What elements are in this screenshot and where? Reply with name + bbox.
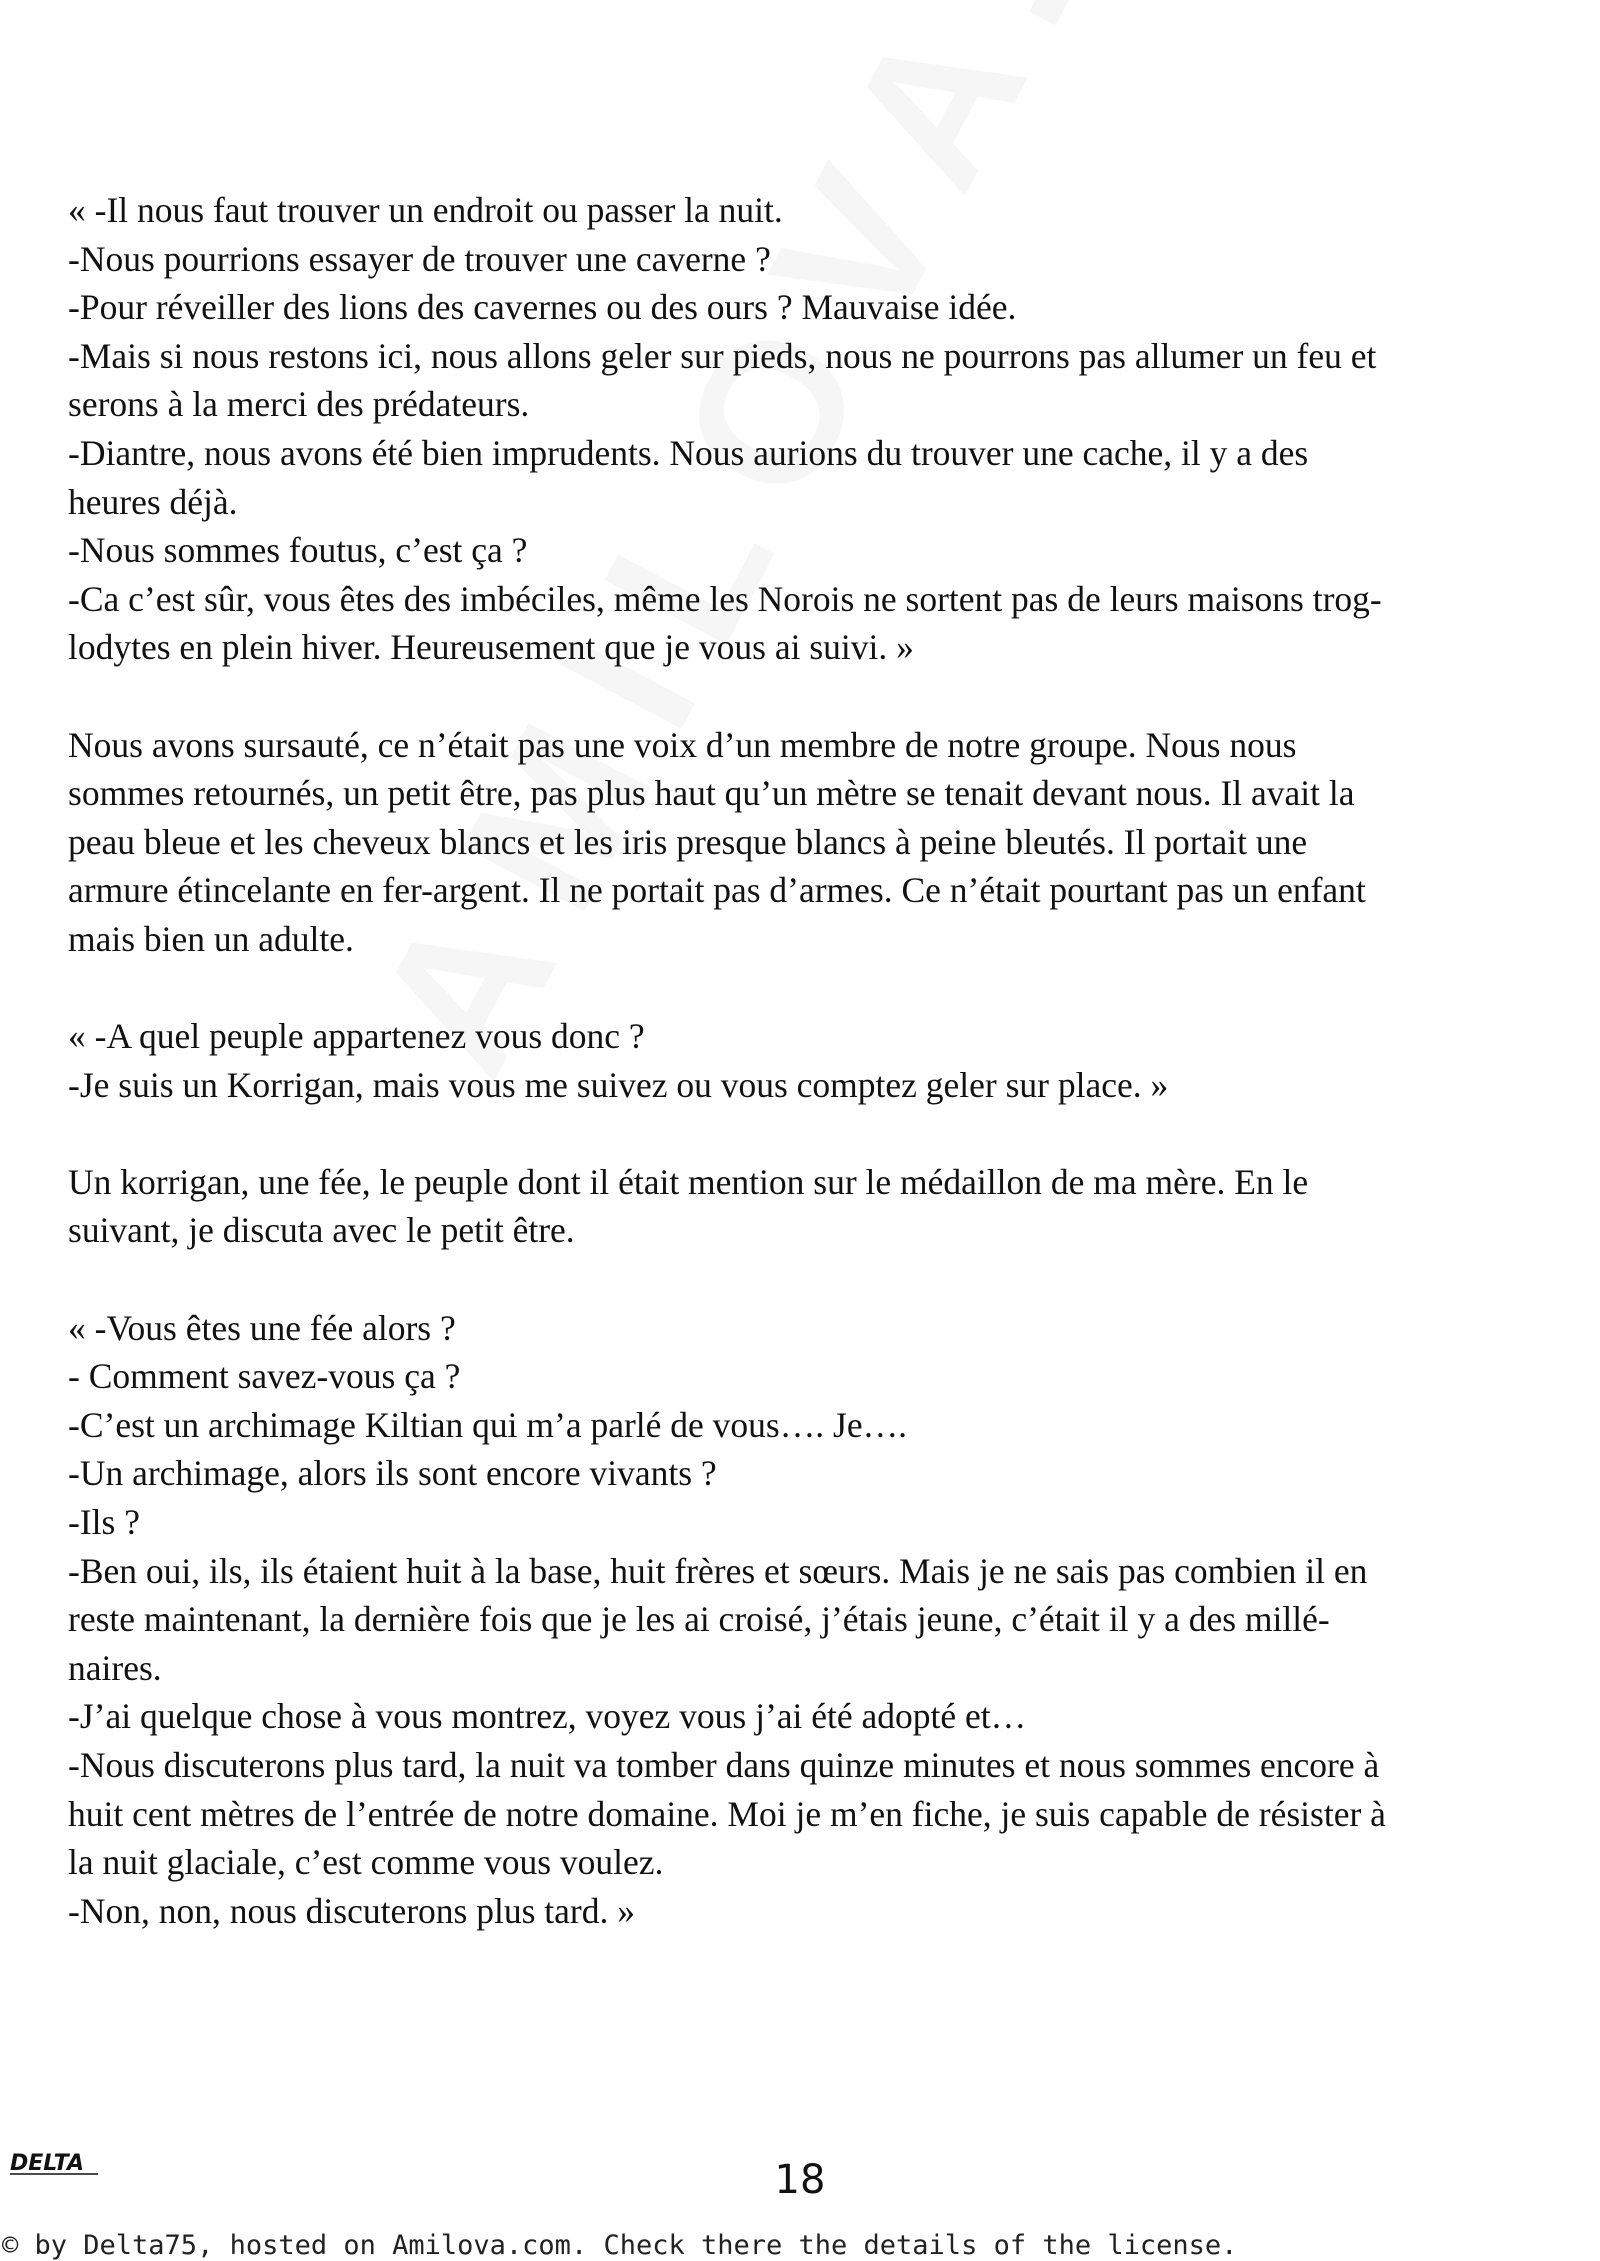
text-line: lodytes en plein hiver. Heureusement que je vous ai suivi. » (68, 627, 914, 668)
text-line: -Mais si nous restons ici, nous allons geler sur pieds, nous ne pourrons pas allumer un feu et (68, 335, 1377, 376)
text-line: -Ca c’est sûr, vous êtes des imbéciles, même les Norois ne sortent pas de leurs maisons trog- (68, 578, 1382, 619)
text-line: -Pour réveiller des lions des cavernes ou des ours ? Mauvaise idée. (68, 287, 1017, 328)
text-line: -Non, non, nous discuterons plus tard. » (68, 1890, 635, 1931)
text-line: -Je suis un Korrigan, mais vous me suivez ou vous comptez geler sur place. » (68, 1064, 1169, 1105)
text-line: Nous avons sursauté, ce n’était pas une voix d’un membre de notre groupe. Nous nous (68, 724, 1297, 765)
text-line: peau bleue et les cheveux blancs et les iris presque blancs à peine bleutés. Il portait une (68, 821, 1308, 862)
text-line: mais bien un adulte. (68, 918, 354, 959)
paragraph-gap (68, 964, 1568, 1013)
copyright-notice: © by Delta75, hosted on Amilova.com. Check there the details of the license. (2, 2230, 1238, 2261)
text-line: -Ben oui, ils, ils étaient huit à la base, huit frères et sœurs. Mais je ne sais pas combien il en (68, 1550, 1368, 1591)
text-line: la nuit glaciale, c’est comme vous voulez. (68, 1842, 664, 1883)
text-line: -Nous sommes foutus, c’est ça ? (68, 530, 528, 571)
text-line: naires. (68, 1647, 162, 1688)
text-line: -J’ai quelque chose à vous montrez, voyez vous j’ai été adopté et… (68, 1696, 1027, 1737)
text-line: serons à la merci des prédateurs. (68, 384, 530, 425)
text-line: -Diantre, nous avons été bien imprudents. Nous aurions du trouver une cache, il y a des (68, 432, 1309, 473)
text-line: heures déjà. (68, 481, 238, 522)
text-line: « -A quel peuple appartenez vous donc ? (68, 1016, 645, 1057)
paragraph-gap (68, 1109, 1568, 1158)
text-line: Un korrigan, une fée, le peuple dont il était mention sur le médaillon de ma mère. En le (68, 1161, 1309, 1202)
text-line: -Nous discuterons plus tard, la nuit va tomber dans quinze minutes et nous sommes encore à (68, 1745, 1380, 1785)
text-line: suivant, je discuta avec le petit être. (68, 1210, 575, 1251)
page-number: 18 (774, 2157, 826, 2203)
text-line: -Nous pourrions essayer de trouver une caverne ? (68, 238, 771, 279)
text-line: -C’est un archimage Kiltian qui m’a parlé de vous…. Je…. (68, 1404, 907, 1445)
text-line: huit cent mètres de l’entrée de notre domaine. Moi je m’en fiche, je suis capable de résister à (68, 1793, 1386, 1834)
text-line: sommes retournés, un petit être, pas plus haut qu’un mètre se tenait devant nous. Il avait la (68, 773, 1355, 814)
text-line: armure étincelante en fer-argent. Il ne portait pas d’armes. Ce n’était pourtant pas un enfant (68, 870, 1366, 911)
text-line: reste maintenant, la dernière fois que je les ai croisé, j’étais jeune, c’était il y a des millé- (68, 1599, 1330, 1640)
svg-text:DELTA: DELTA (10, 2151, 84, 2176)
paragraph-gap (68, 1255, 1568, 1304)
text-line: -Ils ? (68, 1502, 140, 1543)
page-body-text (68, 186, 1568, 1935)
text-line: « -Vous êtes une fée alors ? (68, 1307, 456, 1348)
text-line: - Comment savez-vous ça ? (68, 1356, 461, 1397)
text-line: -Un archimage, alors ils sont encore vivants ? (68, 1453, 717, 1494)
text-line: « -Il nous faut trouver un endroit ou passer la nuit. (68, 190, 783, 230)
paragraph-gap (68, 672, 1568, 721)
